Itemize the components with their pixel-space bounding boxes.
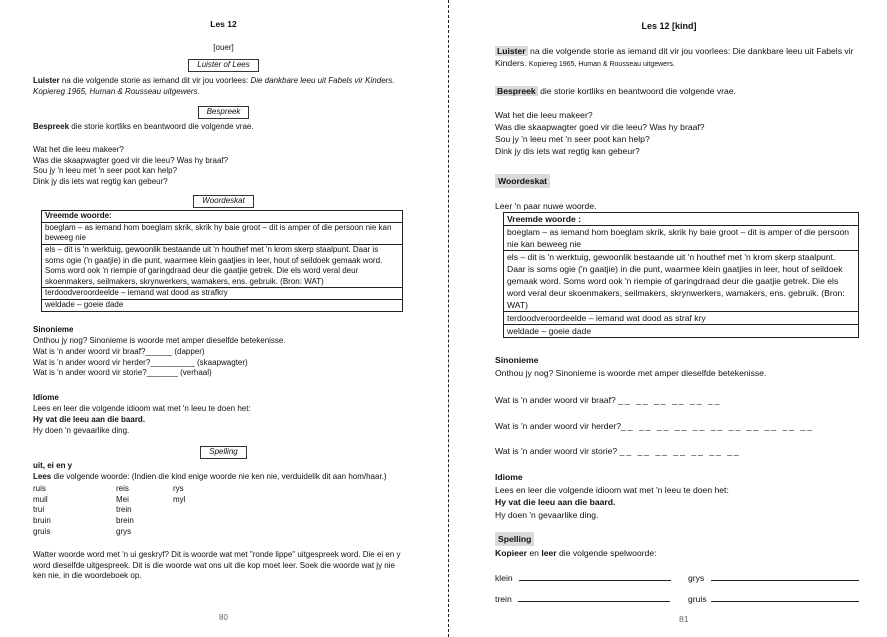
spelling-word: muil <box>33 494 48 504</box>
luister-paragraph: Luister na die volgende storie as iemand dit vir jou voorlees: Die dankbare leeu uit Fabels vir Kinders. Kopiereg 1965, Human & Rousseau uitgewers. <box>495 46 854 69</box>
spelling-word: rys <box>173 484 184 493</box>
idiome-intro: Lees en leer die volgende idioom wat met 'n leeu te doen het: <box>495 485 729 495</box>
sinonieme-heading: Sinonieme <box>495 355 539 365</box>
spelling-column-y <box>173 484 233 505</box>
kopieer-instruction: Kopieer en leer die volgende spelwoorde: <box>495 548 657 558</box>
table-header: Vreemde woorde : <box>504 213 859 226</box>
table-row: terdoodveroordeelde – iemand wat dood as straf kry <box>504 312 859 325</box>
question-item: Was die skaapwagter goed vir die leeu? Was hy braaf? <box>495 122 705 133</box>
spelling-word: klein <box>495 573 513 583</box>
sinonieme-intro: Onthou jy nog? Sinonieme is woorde met amper dieselfde betekenisse. <box>495 368 767 378</box>
spelling-word: gruis <box>33 526 51 536</box>
page-subtitle: [ouer] <box>213 43 234 52</box>
sinonieme-item: Wat is 'n ander woord vir herder?__________ (skaapwagter) <box>33 357 248 367</box>
bespreek-paragraph: Bespreek die storie kortliks en beantwoord die volgende vrae. <box>33 122 254 131</box>
table-row: boeglam – as iemand hom boeglam skrik, skrik hy baie groot – dit is amper of die persoon nie kan beweeg nie <box>504 226 859 251</box>
discussion-questions <box>495 109 875 157</box>
idiome-heading: Idiome <box>33 393 59 402</box>
sinonieme-list <box>33 347 413 379</box>
discussion-questions <box>33 145 413 188</box>
table-row: els – dit is 'n werktuig, gewoonlik bestaande uit 'n houthef met 'n krom skerp staalpunt. Daar is soms ogie ('n gaatjie) in die punt, waarmee klein gaatjies in leer, hout of seildoek gemaak word. Soms word ook 'n riempie of garingdraad deur die gaatjie getrek. Die els word veral deur skoenmakers, seilmakers, skrynwerkers, wamakers, ens. gebruik. (Bron: WAT) <box>42 244 403 288</box>
spelling-word: Mei <box>116 494 129 504</box>
spelling-word: trein <box>495 594 512 604</box>
spelling-instruction: Lees die volgende woorde: (Indien die kind enige woorde nie ken nie, verduidelik dit aan hom/haar.) <box>33 472 387 481</box>
table-row: terdoodveroordeelde – iemand wat dood as strafkry <box>42 288 403 300</box>
page-divider <box>448 0 449 637</box>
spelling-row <box>495 593 685 605</box>
spelling-word: grys <box>116 526 132 536</box>
idiome-meaning: Hy doen 'n gevaarlike ding. <box>495 510 599 520</box>
question-item: Sou jy 'n leeu met 'n seer poot kan help? <box>495 134 650 145</box>
question-item: Dink jy dis iets wat regtig kan gebeur? <box>33 176 168 186</box>
question-item: Dink jy dis iets wat regtig kan gebeur? <box>495 146 640 157</box>
spelling-word: grys <box>688 573 705 583</box>
sinonieme-item: Wat is 'n ander woord vir storie? __ __ __ __ __ __ __ <box>495 446 741 456</box>
page-title: Les 12 <box>210 19 237 29</box>
spelling-word: gruis <box>688 594 707 604</box>
spelling-column-ei <box>116 484 176 537</box>
answer-blank[interactable]: __ __ __ __ __ __ __ __ __ __ __ <box>621 421 815 431</box>
woordeskat-heading-box: Woordeskat <box>193 195 254 208</box>
spelling-word: trui <box>33 505 45 515</box>
sinonieme-item: Wat is 'n ander woord vir braaf? __ __ __ __ __ __ <box>495 395 722 405</box>
sinonieme-item: Wat is 'n ander woord vir storie?_______ (verhaal) <box>33 368 212 378</box>
right-page <box>451 0 887 637</box>
sinonieme-heading: Sinonieme <box>33 325 74 334</box>
question-item: Sou jy 'n leeu met 'n seer poot kan help? <box>33 166 178 176</box>
table-row: els – dit is 'n werktuig, gewoonlik bestaande uit 'n houthef met 'n krom skerp staalpunt. Daar is soms ogie ('n gaatjie) in die punt, waarmee klein gaatjies in leer, hout of seildoek gemaak word. Soms word ook 'n riempie of garingdraad deur die gaatjie getrek. Die els word veral deur skoenmakers, seilmakers, skrynwerkers, wamakers, ens. gebruik. (Bron: WAT) <box>504 251 859 312</box>
bespreek-paragraph: Bespreek die storie kortliks en beantwoord die volgende vrae. <box>497 86 736 96</box>
spelling-word: myl <box>173 494 186 504</box>
question-item: Wat het die leeu makeer? <box>33 145 124 154</box>
idiome-intro: Lees en leer die volgende idioom wat met 'n leeu te doen het: <box>33 404 251 413</box>
spelling-heading-box: Spelling <box>200 446 246 459</box>
answer-blank[interactable]: __ __ __ __ __ __ __ <box>619 446 741 456</box>
spelling-word: reis <box>116 484 129 493</box>
sinonieme-intro: Onthou jy nog? Sinonieme is woorde met amper dieselfde betekenisse. <box>33 336 286 345</box>
write-line[interactable] <box>711 572 859 581</box>
spelling-row <box>495 572 685 584</box>
woordeskat-heading: Woordeskat <box>495 174 550 188</box>
bespreek-heading-box: Bespreek <box>198 106 250 119</box>
write-line[interactable] <box>519 572 671 581</box>
question-item: Wat het die leeu makeer? <box>495 110 593 120</box>
spelling-word: ruis <box>33 484 46 493</box>
sinonieme-item: Wat is 'n ander woord vir herder?__ __ __ __ __ __ __ __ __ __ __ <box>495 421 815 431</box>
spelling-row <box>688 593 868 605</box>
idiome-heading: Idiome <box>495 472 523 482</box>
table-row: boeglam – as iemand hom boeglam skrik, skrik hy baie groot – dit is amper of die persoon nie kan beweeg nie <box>42 222 403 244</box>
spelling-heading: Spelling <box>495 532 534 546</box>
table-row: weldade – goeie dade <box>42 300 403 312</box>
idiome-phrase: Hy vat die leeu aan die baard. <box>495 497 616 507</box>
question-item: Was die skaapwagter goed vir die leeu? Was hy braaf? <box>33 155 229 165</box>
write-line[interactable] <box>711 593 859 602</box>
answer-blank[interactable]: __ __ __ __ __ __ <box>618 395 722 405</box>
table-row: weldade – goeie dade <box>504 325 859 338</box>
spelling-subtitle: uit, ei en y <box>33 461 73 470</box>
vreemde-woorde-table <box>41 210 403 312</box>
page-number: 81 <box>679 614 689 624</box>
luister-paragraph: Luister na die volgende storie as iemand dit vir jou voorlees: Die dankbare leeu uit Fabels vir Kinders. Kopiereg 1965, Human & Rousseau uitgewers. <box>33 76 395 96</box>
closing-paragraph: Watter woorde word met 'n ui geskryf? Dit is woorde wat met "ronde lippe" uitgespreek word. Die ei en y word dieselfde uitgespreek. Dit is die woorde wat ons uit die kop moet leer. Soek die woorde wat jy nie ken nie, in die woordeboek op. <box>33 550 401 581</box>
spelling-column-ui <box>33 484 93 537</box>
write-line[interactable] <box>518 593 670 602</box>
idiome-phrase: Hy vat die leeu aan die baard. <box>33 415 146 424</box>
spelling-word: trein <box>116 505 132 515</box>
spelling-row <box>688 572 868 584</box>
spelling-word: brein <box>116 515 134 525</box>
idiome-meaning: Hy doen 'n gevaarlike ding. <box>33 426 130 435</box>
leer-instruction: Leer 'n paar nuwe woorde. <box>495 201 597 211</box>
spelling-word: bruin <box>33 515 51 525</box>
page-title: Les 12 [kind] <box>641 21 697 31</box>
sinonieme-item: Wat is 'n ander woord vir braaf?______ (dapper) <box>33 347 205 356</box>
luister-heading-box: Luister of Lees <box>188 59 258 72</box>
table-header: Vreemde woorde: <box>42 211 403 223</box>
page-number: 80 <box>219 613 228 622</box>
vreemde-woorde-table <box>503 212 859 338</box>
